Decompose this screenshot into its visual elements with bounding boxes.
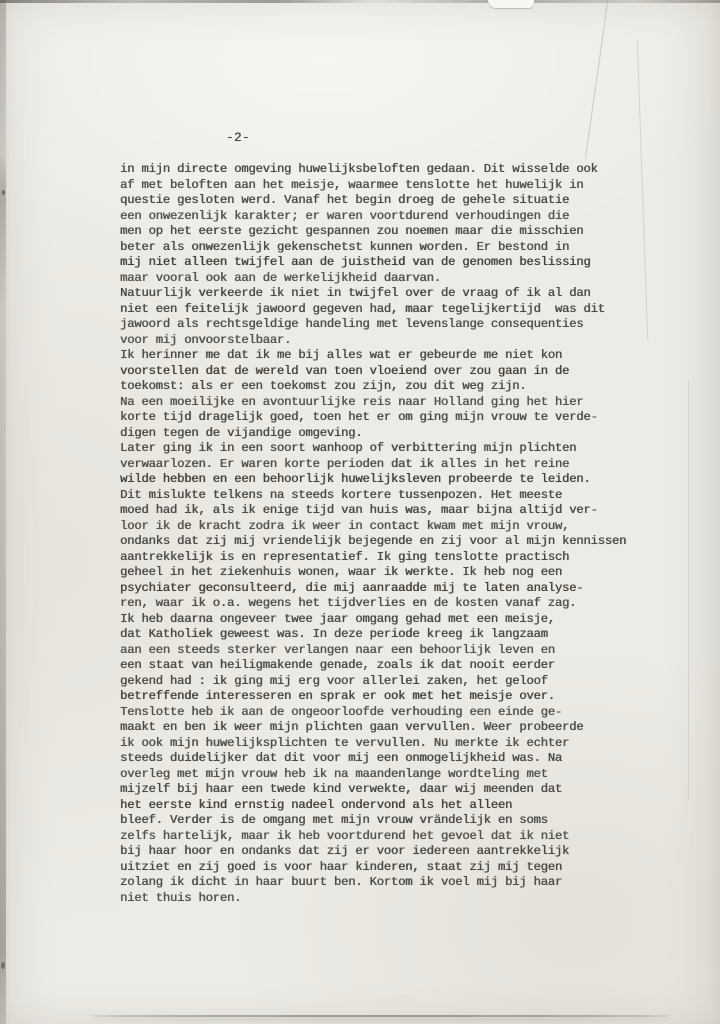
scan-speck [1, 962, 5, 969]
typewritten-line: dat Katholiek geweest was. In deze periode kreeg ik langzaam [120, 627, 548, 641]
typewritten-line: men op het eerste gezicht gespannen zou noemen maar die misschien [120, 224, 584, 238]
typewritten-line: in mijn directe omgeving huwelijksbeloften gedaan. Dit wisselde ook [120, 162, 598, 176]
typewritten-line: Natuurlijk verkeerde ik niet in twijfel over de vraag of ik al dan [120, 286, 591, 300]
typewritten-line: aantrekkelijk is en representatief. Ik ging tenslotte practisch [120, 549, 570, 564]
typewritten-line: maar vooral ook aan de werkelijkheid daarvan. [120, 270, 441, 285]
typewritten-line: korte tijd dragelijk goed, toen het er om ging mijn vrouw te verde- [120, 410, 598, 424]
typewritten-text-block [120, 162, 680, 906]
typewritten-line: maakt en ben ik weer mijn plichten gaan vervullen. Weer probeerde [120, 720, 584, 734]
typewritten-line: questie gesloten werd. Vanaf het begin droeg de gehele situatie [120, 193, 570, 207]
typewritten-line: zelfs hartelijk, maar ik heb voortdurend het gevoel dat ik niet [120, 828, 570, 843]
scan-speck [2, 190, 5, 195]
typewritten-line: mij niet alleen twijfel aan de juistheid van de genomen beslissing [120, 255, 591, 269]
typewritten-line: bij haar hoor en ondanks dat zij er voor iedereen aantrekkelijk [120, 844, 570, 858]
typewritten-line: moed had ik, als ik enige tijd van huis was, maar bijna altijd ver- [120, 503, 598, 517]
typewritten-line: betreffende interesseren en sprak er ook met het meisje over. [120, 689, 555, 703]
typewritten-line: bleef. Verder is de omgang met mijn vrouw vrändelijk en soms [120, 813, 548, 827]
typewritten-line: loor ik de kracht zodra ik weer in contact kwam met mijn vrouw, [120, 518, 570, 533]
typewritten-line: het eerste kind ernstig nadeel ondervond als het alleen [120, 797, 513, 812]
scan-edge-bottom [90, 1015, 670, 1017]
typewritten-line: Ik heb daarna ongeveer twee jaar omgang gehad met een meisje, [120, 611, 555, 626]
typewritten-line: verwaarlozen. Er waren korte perioden dat ik alles in het reine [120, 456, 570, 471]
typewritten-line: psychiater geconsulteerd, die mij aanraadde mij te laten analyse- [120, 580, 584, 595]
page-number: -2- [226, 131, 251, 145]
typewritten-line: Later ging ik in een soort wanhoop of verbittering mijn plichten [120, 441, 577, 455]
typewritten-line: ik ook mijn huwelijksplichten te vervullen. Nu merkte ik echter [120, 735, 570, 750]
paper-crease [585, 1, 608, 160]
typewritten-line: af met beloften aan het meisje, waarmee tenslotte het huwelijk in [120, 177, 584, 192]
typewritten-line: Ik herinner me dat ik me bij alles wat er gebeurde me niet kon [120, 348, 563, 362]
typewritten-line: voorstellen dat de wereld van toen vloeiend over zou gaan in de [120, 363, 570, 378]
typewritten-line: mijzelf bij haar een twede kind verwekte, daar wij meenden dat [120, 782, 563, 796]
typewritten-line: een staat van heiligmakende genade, zoals ik dat nooit eerder [120, 658, 555, 672]
typewritten-line: steeds duidelijker dat dit voor mij een onmogelijkheid was. Na [120, 751, 563, 765]
typewritten-line: niet een feitelijk jawoord gegeven had, maar tegelijkertijd was dit [120, 301, 605, 316]
typewritten-line: beter als onwezenlijk gekenschetst kunnen worden. Er bestond in [120, 239, 570, 254]
typewritten-line: ren, waar ik o.a. wegens het tijdverlies en de kosten vanaf zag. [120, 596, 577, 610]
typewritten-line: aan een steeds sterker verlangen naar een behoorlijk leven en [120, 642, 555, 657]
typewritten-line: een onwezenlijk karakter; er waren voortdurend verhoudingen die [120, 208, 570, 223]
scan-edge-left [0, 0, 6, 1024]
typewritten-line: Na een moeilijke en avontuurlijke reis naar Holland ging het hier [120, 394, 584, 409]
paper-tear-notch [488, 0, 534, 8]
typewritten-line: voor mij onvoorstelbaar. [120, 332, 292, 347]
paper-crease [688, 380, 689, 800]
typewritten-line: zolang ik dicht in haar buurt ben. Kortom ik voel mij bij haar [120, 875, 563, 889]
typewritten-line: Dit mislukte telkens na steeds kortere tussenpozen. Het meeste [120, 487, 563, 502]
typewritten-line: wilde hebben en een behoorlijk huwelijksleven probeerde te leiden. [120, 472, 591, 486]
typewritten-line: geheel in het ziekenhuis wonen, waar ik werkte. Ik heb nog een [120, 565, 563, 579]
typewritten-line: toekomst: als er een toekomst zou zijn, zou dit weg zijn. [120, 379, 527, 393]
typewritten-line: digen tegen de vijandige omgeving. [120, 425, 363, 440]
typewritten-line: uitziet en zij goed is voor haar kinderen, staat zij mij tegen [120, 859, 563, 874]
typewritten-line: Tenslotte heb ik aan de ongeoorloofde verhouding een einde ge- [120, 704, 563, 719]
typewritten-line: overleg met mijn vrouw heb ik na maandenlange wordteling met [120, 766, 548, 781]
scan-edge-top [0, 0, 720, 3]
typewritten-line: ondanks dat zij mij vriendelijk bejegende en zij voor al mijn kennissen [120, 534, 627, 548]
typewritten-line: niet thuis horen. [120, 890, 242, 905]
typewritten-line: gekend had : ik ging mij erg voor allerlei zaken, het geloof [120, 673, 548, 688]
typewritten-line: jawoord als rechtsgeldige handeling met levenslange consequenties [120, 317, 584, 331]
